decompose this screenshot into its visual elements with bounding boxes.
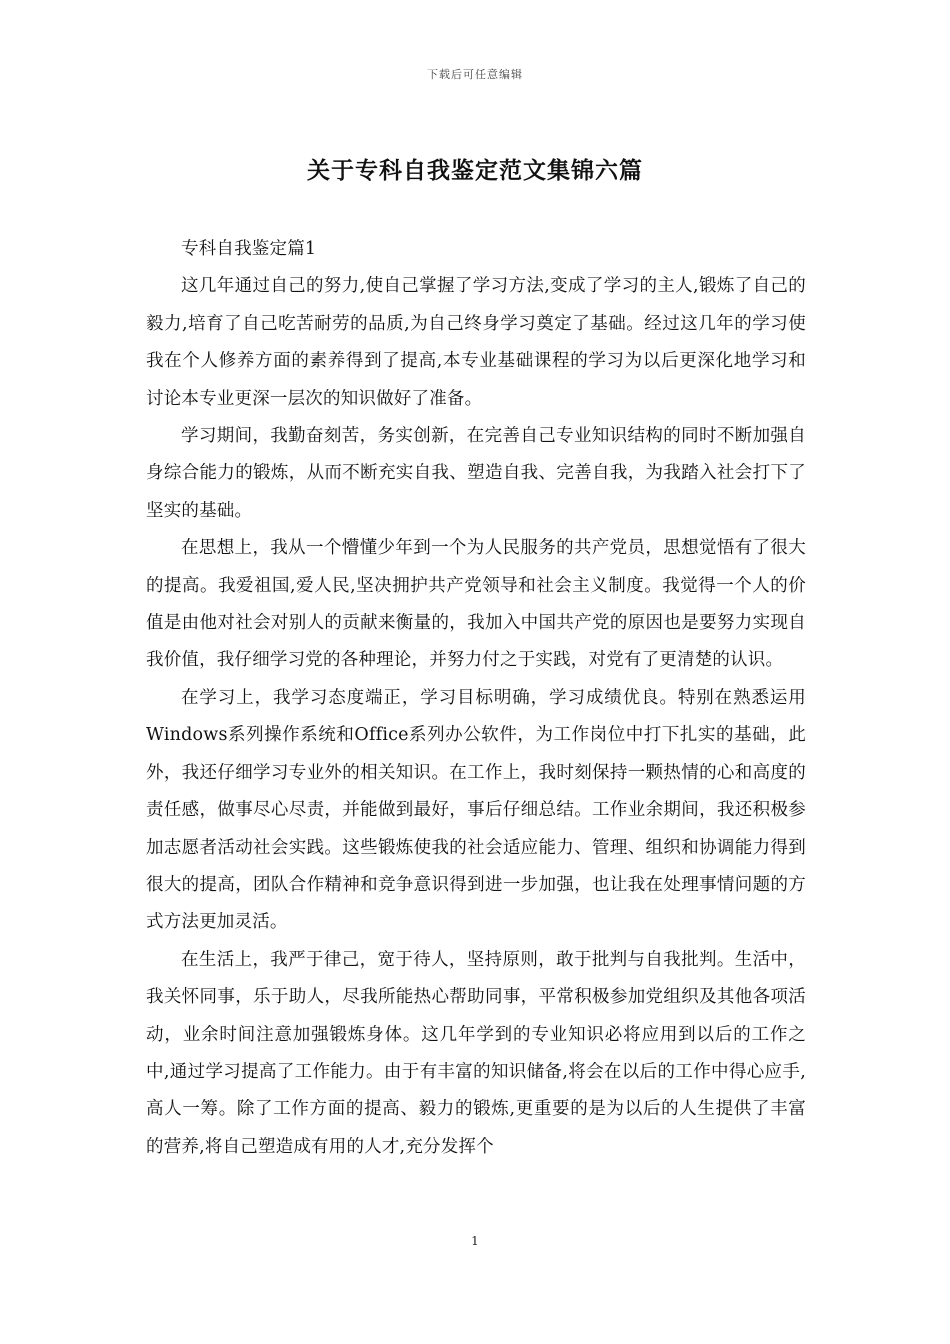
body-paragraph: 在学习上，我学习态度端正，学习目标明确，学习成绩优良。特别在熟悉运用Windows系列操作系统和Office系列办公软件，为工作岗位中打下扎实的基础，此外，我还仔细学习专业外的相关知识。在工作上，我时刻保持一颗热情的心和高度的责任感，做事尽心尽责，并能做到最好，事后仔细总结。工作业余期间，我还积极参加志愿者活动社会实践。这些锻炼使我的社会适应能力、管理、组织和协调能力得到很大的提高，团队合作精神和竞争意识得到进一步加强，也让我在处理事情问题的方式方法更加灵活。 [146,687,806,933]
document-body [146,231,806,1166]
section-heading: 专科自我鉴定篇1 [181,239,317,259]
header-note: 下载后可任意编辑 [427,68,523,81]
document-title: 关于专科自我鉴定范文集锦六篇 [307,157,643,184]
page-number: 1 [471,1234,479,1248]
body-paragraph: 这几年通过自己的努力,使自己掌握了学习方法,变成了学习的主人,锻炼了自己的毅力,培育了自己吃苦耐劳的品质,为自己终身学习奠定了基础。经过这几年的学习使我在个人修养方面的素养得到了提高,本专业基础课程的学习为以后更深化地学习和讨论本专业更深一层次的知识做好了准备。 [146,276,806,409]
body-paragraph: 学习期间，我勤奋刻苦，务实创新，在完善自己专业知识结构的同时不断加强自身综合能力的锻炼，从而不断充实自我、塑造自我、完善自我，为我踏入社会打下了坚实的基础。 [146,426,806,521]
body-paragraph: 在生活上，我严于律己，宽于待人，坚持原则，敢于批判与自我批判。生活中，我关怀同事，乐于助人，尽我所能热心帮助同事，平常积极参加党组织及其他各项活动，业余时间注意加强锻炼身体。这几年学到的专业知识必将应用到以后的工作之中,通过学习提高了工作能力。由于有丰富的知识储备,将会在以后的工作中得心应手,高人一筹。除了工作方面的提高、毅力的锻炼,更重要的是为以后的人生提供了丰富的营养,将自己塑造成有用的人才,充分发挥个 [146,949,806,1157]
body-paragraph: 在思想上，我从一个懵懂少年到一个为人民服务的共产党员，思想觉悟有了很大的提高。我爱祖国,爱人民,坚决拥护共产党领导和社会主义制度。我觉得一个人的价值是由他对社会对别人的贡献来衡量的，我加入中国共产党的原因也是要努力实现自我价值，我仔细学习党的各种理论，并努力付之于实践，对党有了更清楚的认识。 [146,538,806,671]
